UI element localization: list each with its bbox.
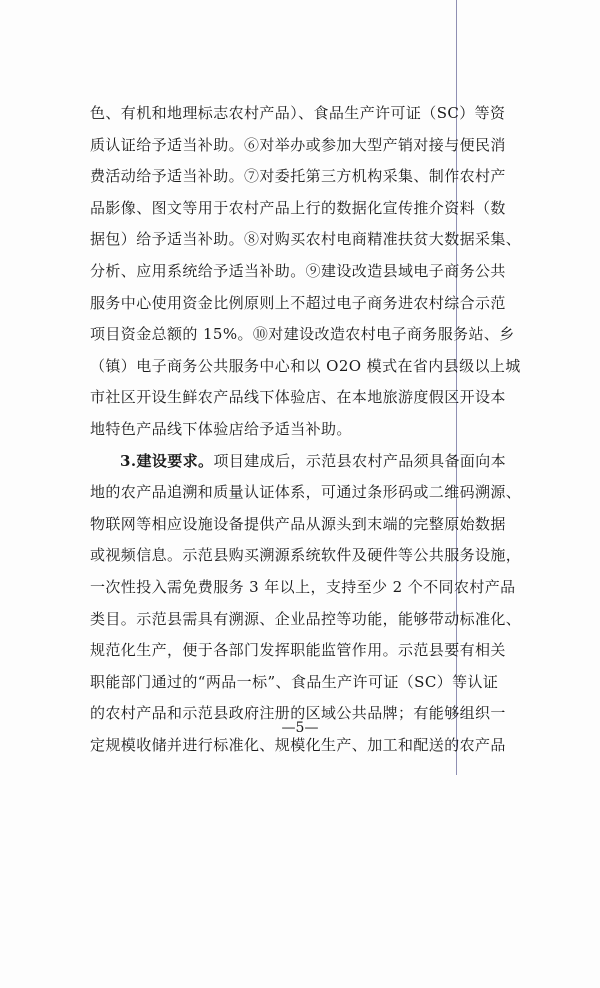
text-line: 或视频信息。示范县购买溯源系统软件及硬件等公共服务设施， bbox=[90, 546, 522, 565]
text-line: 的农村产品和示范县政府注册的区域公共品牌；有能够组织一 bbox=[90, 704, 506, 723]
section-3-first-line bbox=[90, 446, 520, 478]
text-line: 色、有机和地理标志农村产品）、食品生产许可证（SC）等资 bbox=[90, 104, 506, 122]
text-line: （镇）电子商务公共服务中心和以 O2O 模式在省内县级以上城 bbox=[90, 356, 521, 375]
section-3-first-line-text: 项目建成后，示范县农村产品须具备面向本 bbox=[213, 451, 507, 470]
text-line: 地的农产品追溯和质量认证体系，可通过条形码或二维码溯源、 bbox=[90, 483, 522, 502]
text-line: 职能部门通过的“两品一标”、食品生产许可证（SC）等认证 bbox=[90, 672, 499, 691]
text-line: 据包）给予适当补助。⑧对购买农村电商精准扶贫大数据采集、 bbox=[90, 230, 522, 249]
text-line: 物联网等相应设施设备提供产品从源头到末端的完整原始数据 bbox=[90, 514, 506, 533]
text-line: 一次性投入需免费服务 3 年以上，支持至少 2 个不同农村产品 bbox=[90, 577, 516, 596]
text-line: 市社区开设生鲜农产品线下体验店、在本地旅游度假区开设本 bbox=[90, 388, 506, 407]
text-line: 分析、应用系统给予适当补助。⑨建设改造县域电子商务公共 bbox=[90, 261, 506, 280]
body-text bbox=[90, 98, 520, 761]
text-line: 服务中心使用资金比例原则上不超过电子商务进农村综合示范 bbox=[90, 293, 506, 312]
section-3-heading: 3.建设要求。 bbox=[120, 451, 214, 470]
text-line: 类目。示范县需具有溯源、企业品控等功能，能够带动标准化、 bbox=[90, 609, 522, 628]
text-line: 质认证给予适当补助。⑥对举办或参加大型产销对接与便民消 bbox=[90, 135, 506, 154]
text-line: 项目资金总额的 15%。⑩对建设改造农村电子商务服务站、乡 bbox=[90, 325, 515, 344]
text-line: 费活动给予适当补助。⑦对委托第三方机构采集、制作农村产 bbox=[90, 167, 506, 186]
text-line: 地特色产品线下体验店给予适当补助。 bbox=[90, 419, 352, 438]
text-line: 规范化生产，便于各部门发挥职能监管作用。示范县要有相关 bbox=[90, 641, 506, 660]
page-number: —5— bbox=[281, 720, 319, 736]
text-line: 品影像、图文等用于农村产品上行的数据化宣传推介资料（数 bbox=[90, 198, 506, 217]
text-line: 定规模收储并进行标准化、规模化生产、加工和配送的农产品 bbox=[90, 735, 506, 754]
